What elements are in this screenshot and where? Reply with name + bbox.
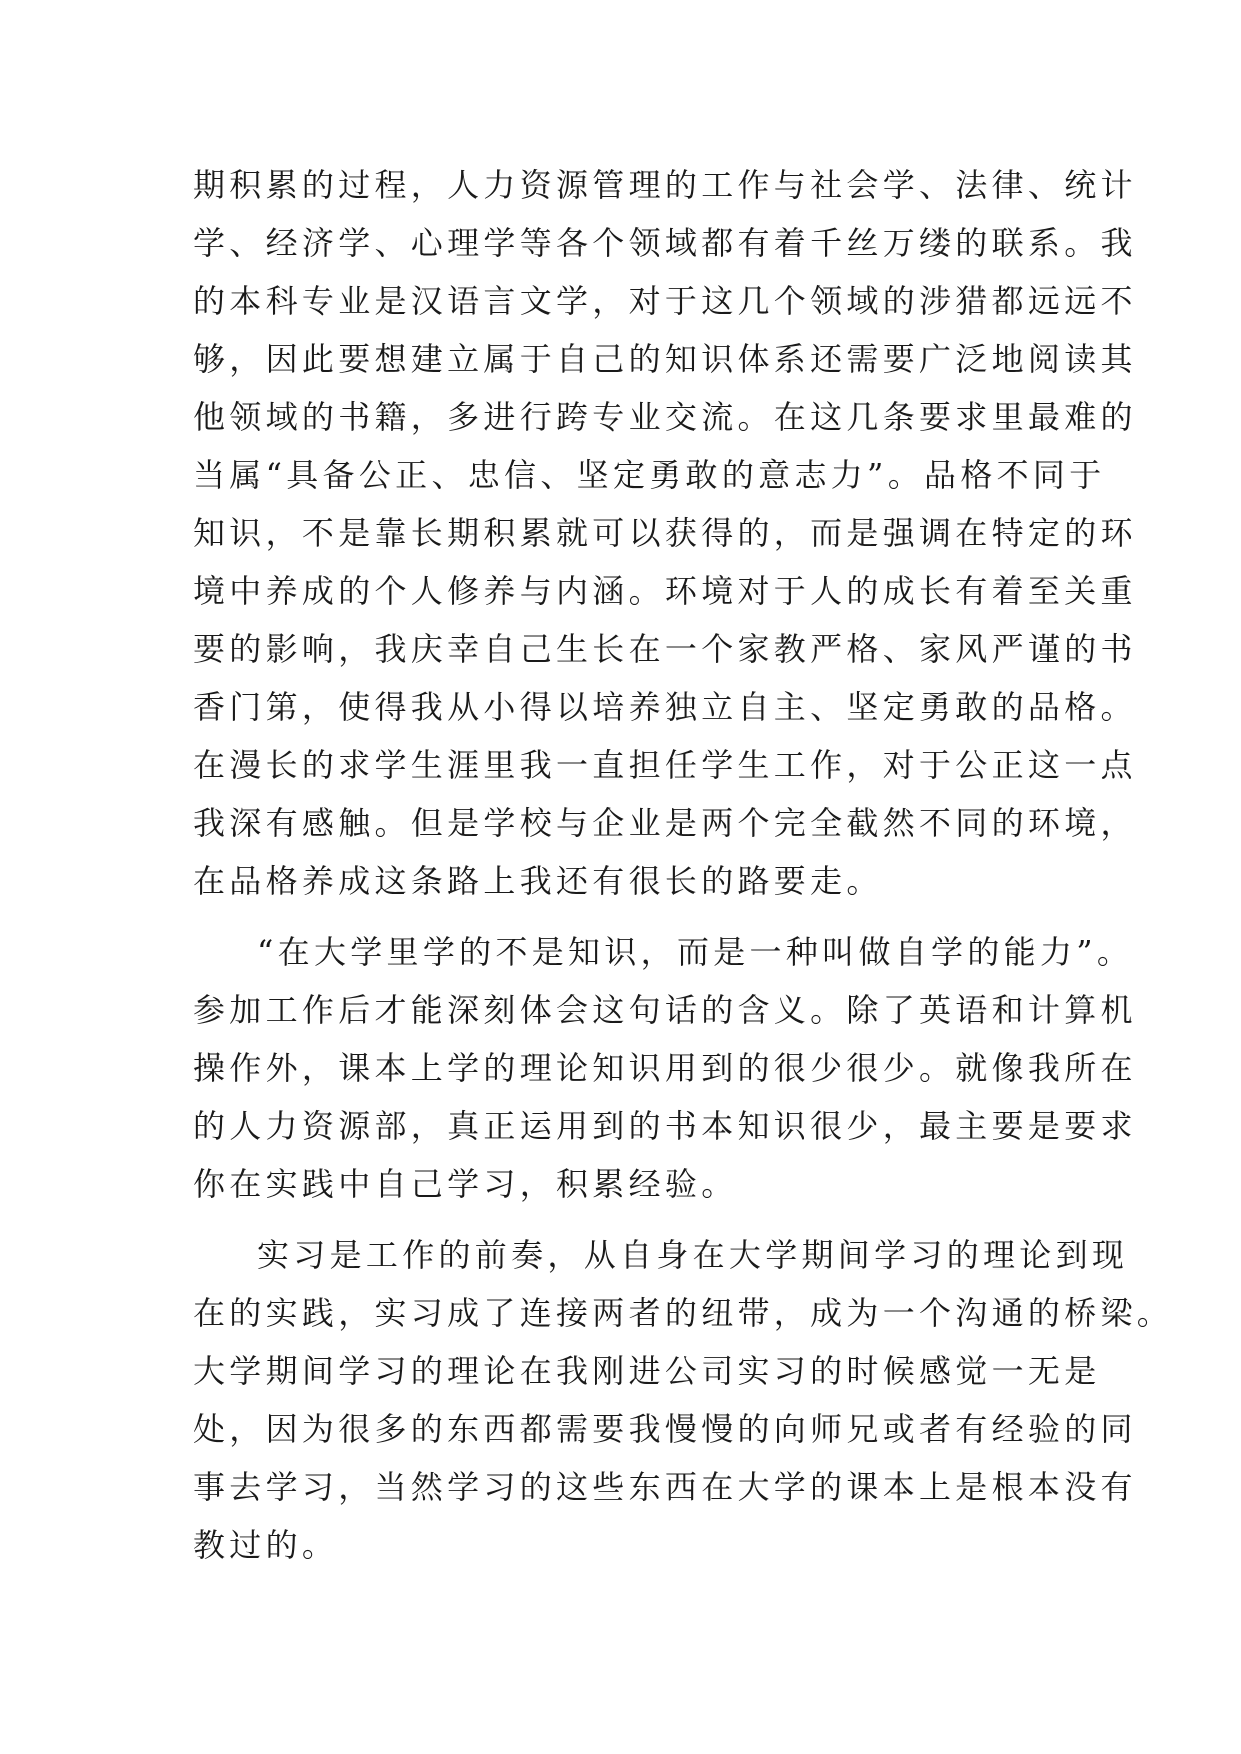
text-line: 你在实践中自己学习，积累经验。: [193, 1165, 738, 1203]
text-line: 他领域的书籍，多进行跨专业交流。在这几条要求里最难的: [193, 398, 1137, 436]
paragraph-3: [193, 1226, 1174, 1574]
text-line: 在漫长的求学生涯里我一直担任学生工作，对于公正这一点: [193, 746, 1137, 784]
text-line: 操作外，课本上学的理论知识用到的很少很少。就像我所在: [193, 1049, 1137, 1087]
text-line: 期积累的过程，人力资源管理的工作与社会学、法律、统计: [193, 166, 1137, 204]
text-line: 在的实践，实习成了连接两者的纽带，成为一个沟通的桥梁。: [193, 1294, 1174, 1332]
text-line: 教过的。: [193, 1526, 339, 1564]
text-line: 参加工作后才能深刻体会这句话的含义。除了英语和计算机: [193, 991, 1137, 1029]
paragraph-2: [193, 923, 1137, 1213]
text-line: 当属“具备公正、忠信、坚定勇敢的意志力”。品格不同于: [193, 456, 1106, 494]
text-line: 大学期间学习的理论在我刚进公司实习的时候感觉一无是: [193, 1352, 1101, 1390]
text-line: 够，因此要想建立属于自己的知识体系还需要广泛地阅读其: [193, 340, 1137, 378]
text-line: 香门第，使得我从小得以培养独立自主、坚定勇敢的品格。: [193, 688, 1137, 726]
text-line: 在品格养成这条路上我还有很长的路要走。: [193, 862, 883, 900]
text-line: 处，因为很多的东西都需要我慢慢的向师兄或者有经验的同: [193, 1410, 1137, 1448]
text-line: 知识，不是靠长期积累就可以获得的，而是强调在特定的环: [193, 514, 1137, 552]
text-line: 境中养成的个人修养与内涵。环境对于人的成长有着至关重: [193, 572, 1137, 610]
body-text: [193, 156, 1174, 1574]
text-line: 的本科专业是汉语言文学，对于这几个领域的涉猎都远远不: [193, 282, 1137, 320]
text-line: 事去学习，当然学习的这些东西在大学的课本上是根本没有: [193, 1468, 1137, 1506]
text-line: 学、经济学、心理学等各个领域都有着千丝万缕的联系。我: [193, 224, 1137, 262]
text-line: 实习是工作的前奏，从自身在大学期间学习的理论到现: [257, 1236, 1129, 1274]
text-line: 我深有感触。但是学校与企业是两个完全截然不同的环境，: [193, 804, 1137, 842]
text-line: 的人力资源部，真正运用到的书本知识很少，最主要是要求: [193, 1107, 1137, 1145]
text-line: 要的影响，我庆幸自己生长在一个家教严格、家风严谨的书: [193, 630, 1137, 668]
paragraph-1: [193, 156, 1137, 910]
text-line: “在大学里学的不是知识，而是一种叫做自学的能力”。: [257, 933, 1134, 971]
